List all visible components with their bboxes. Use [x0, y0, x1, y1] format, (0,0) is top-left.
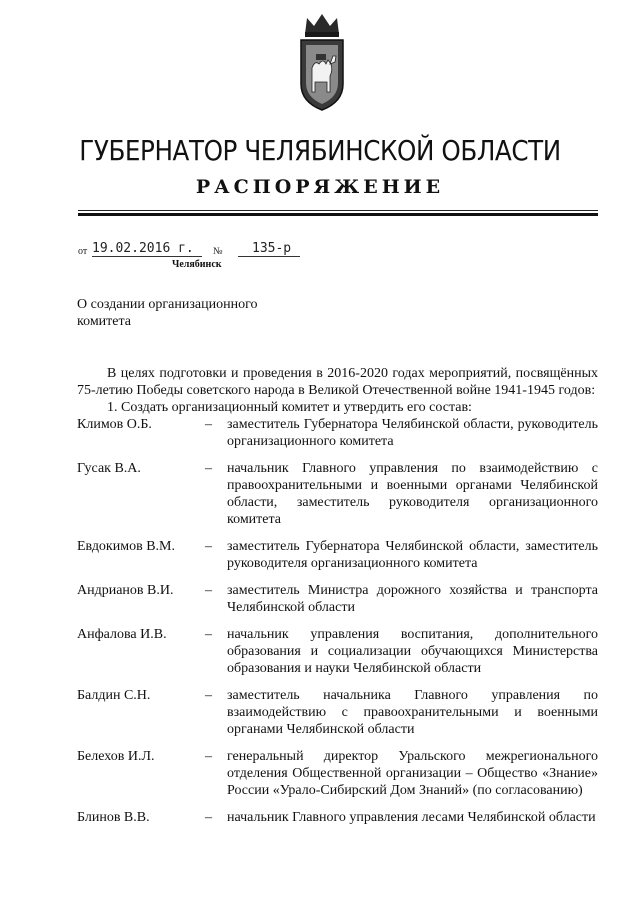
date-prefix: от	[78, 246, 88, 257]
document-subject: О создании организационного комитета	[77, 297, 258, 329]
member-name: Блинов В.В.	[77, 810, 150, 825]
coat-of-arms-icon	[297, 12, 347, 112]
member-dash: –	[205, 417, 212, 432]
member-name: Анфалова И.В.	[77, 627, 167, 642]
member-dash: –	[205, 627, 212, 642]
member-row	[77, 626, 598, 677]
member-dash: –	[205, 461, 212, 476]
document-body	[77, 365, 598, 836]
member-dash: –	[205, 539, 212, 554]
committee-members-list	[77, 416, 598, 826]
member-dash: –	[205, 810, 212, 825]
preamble-paragraph: В целях подготовки и проведения в 2016-2020 годах мероприятий, посвящённых 75-летию Победы советского народа в Великой Отечественной войне 1941-1945 годов:	[77, 366, 598, 398]
member-row	[77, 809, 598, 826]
member-row	[77, 748, 598, 799]
point-1: 1. Создать организационный комитет и утвердить его состав:	[107, 400, 472, 415]
document-date: 19.02.2016 г.	[92, 241, 202, 257]
member-row	[77, 687, 598, 738]
member-role: заместитель Министра дорожного хозяйства и транспорта Челябинской области	[227, 583, 598, 615]
member-dash: –	[205, 583, 212, 598]
number-prefix: №	[213, 246, 223, 257]
city-label: Челябинск	[172, 259, 222, 270]
member-role: заместитель Губернатора Челябинской области, руководитель организационного комитета	[227, 417, 598, 449]
member-name: Белехов И.Л.	[77, 749, 155, 764]
member-row	[77, 582, 598, 616]
member-name: Балдин С.Н.	[77, 688, 151, 703]
member-role: начальник Главного управления по взаимодействию с правоохранительными и военными органами Челябинской области, заместитель руководителя организационного комитета	[227, 461, 598, 527]
member-role: начальник Главного управления лесами Челябинской области	[227, 810, 596, 825]
member-name: Евдокимов В.М.	[77, 539, 175, 554]
header-divider-thin	[78, 210, 598, 211]
document-number: 135-р	[238, 241, 300, 257]
member-dash: –	[205, 749, 212, 764]
member-dash: –	[205, 688, 212, 703]
member-role: заместитель Губернатора Челябинской области, заместитель руководителя организационного комитета	[227, 539, 598, 571]
member-row	[77, 416, 598, 450]
member-name: Андрианов В.И.	[77, 583, 174, 598]
member-row	[77, 460, 598, 528]
member-row	[77, 538, 598, 572]
member-name: Климов О.Б.	[77, 417, 152, 432]
member-role: генеральный директор Уральского межрегионального отделения Общественной организации – Общество «Знание» России «Урало-Сибирский Дом Знаний» (по согласованию)	[227, 749, 598, 798]
header-divider-thick	[78, 213, 598, 216]
member-role: заместитель начальника Главного управления по взаимодействию с правоохранительными и военными органами Челябинской области	[227, 688, 598, 737]
member-name: Гусак В.А.	[77, 461, 141, 476]
document-title: ГУБЕРНАТОР ЧЕЛЯБИНСКОЙ ОБЛАСТИ	[79, 134, 561, 167]
member-role: начальник управления воспитания, дополнительного образования и социализации обучающихся Министерства образования и науки Челябинской области	[227, 627, 598, 676]
document-type: РАСПОРЯЖЕНИЕ	[195, 176, 445, 198]
